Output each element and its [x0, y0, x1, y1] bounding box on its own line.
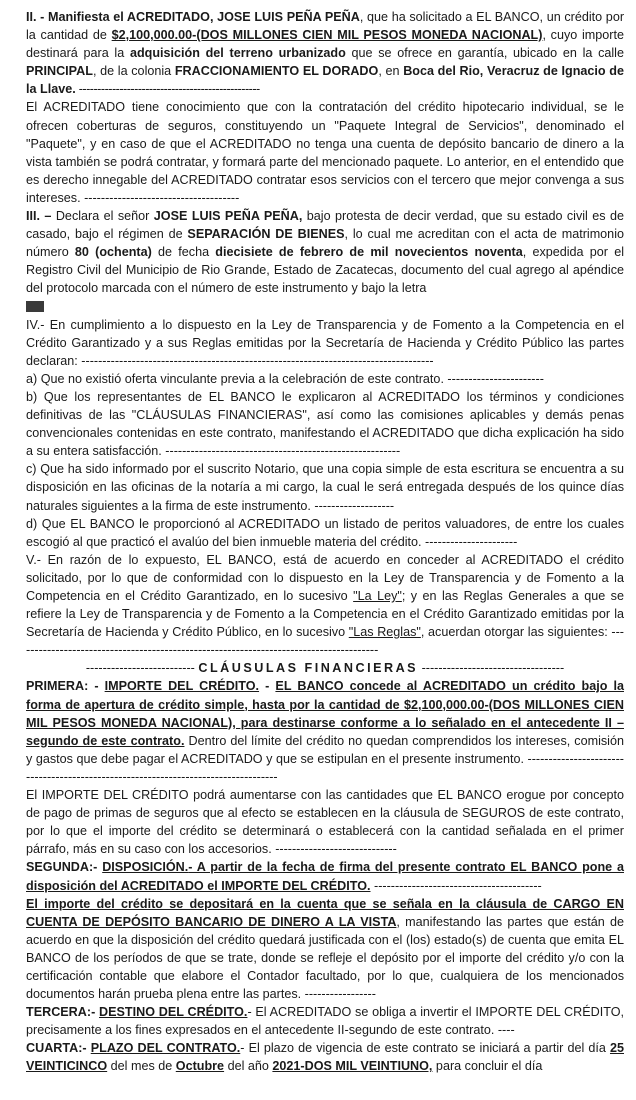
paragraph-antecedente-v: V.- En razón de lo expuesto, EL BANCO, está de acuerdo en conceder al ACREDITADO el crédito solicitado, por lo que de conformidad con lo dispuesto en la Ley de Transparencia y de Fomento a la Competencia en el Crédito Garantizado, en lo sucesivo "La Ley"; y en las Reglas Generales a que se refiere la Ley de Transparencia y de Fomento a la Competencia en el Crédito Garantizado emitidas por la Secretaría de Hacienda y Crédito Público, en lo sucesivo "Las Reglas", acuerdan otorgar las siguientes: ---------------------------------------------------------------------------------------: [26, 552, 624, 658]
paragraph-importe: El IMPORTE DEL CRÉDITO podrá aumentarse con las cantidades que EL BANCO erogue por concepto de pago de primas de seguros que al efecto se establecen en la cláusula de SEGUROS de este contrato, por lo que el importe del crédito se determinará o establecerá con la cantidad señalada en el primer párrafo, más en su caso con los accesorios. -----------------------------: [26, 788, 624, 857]
paragraph-antecedente-ii: II. - Manifiesta el ACREDITADO, JOSE LUIS PEÑA PEÑA, que ha solicitado a EL BANCO, un crédito por la cantidad de $2,100,000.00-(DOS MILLONES CIEN MIL PESOS MONEDA NACIONAL), cuyo importe destinará para la adquisición del terreno urbanizado que se ofrece en garantía, ubicado en la calle PRINCIPAL, de la colonia FRACCIONAMIENTO EL DORADO, en Boca del Rio, Veracruz de Ignacio de la Llave. -------------------------------------------------: [26, 10, 625, 97]
paragraph-antecedente-iii: III. – Declara el señor JOSE LUIS PEÑA PEÑA, bajo protesta de decir verdad, que su estado civil es de casado, bajo el régimen de SEPARACIÓN DE BIENES, lo cual me acreditan con el acta de matrimonio número 80 (ochenta) de fecha diecisiete de febrero de mil novecientos noventa, expedida por el Registro Civil del Municipio de Rio Grande, Estado de Zacatecas, documento del cual agrego al apéndice del protocolo marcada con el número de este instrumento y bajo la letra: [26, 207, 624, 316]
clause-cuarta: CUARTA:- PLAZO DEL CONTRATO.- El plazo de vigencia de este contrato se iniciará a partir del día 25 VEINTICINCO del mes de Octubre del año 2021-DOS MIL VEINTIUNO, para concluir el día: [26, 1041, 624, 1074]
paragraph-deposito: El importe del crédito se depositará en la cuenta que se señala en la cláusula de CARGO EN CUENTA DE DEPÓSITO BANCARIO DE DINERO A LA VISTA, manifestando las partes que están de acuerdo en que la disposición del crédito quedará justificada con el (los) estado(s) de cuenta que emita EL BANCO de los períodos de que se trate, donde se refleje el depósito por el importe del crédito y/o con la certificación contable que elabore el Contador facultado, por lo que, cualquiera de los mencionados documentos harán prueba plena entre las partes. -----------------: [26, 896, 624, 1002]
clause-segunda: SEGUNDA:- DISPOSICIÓN.- A partir de la fecha de firma del presente contrato EL BANCO pone a disposición del ACREDITADO el IMPORTE DEL CRÉDITO. ----------------------------------------: [26, 860, 624, 893]
heading-title: CLÁUSULAS FINANCIERAS: [198, 661, 419, 676]
paragraph-inciso-b: b) Que los representantes de EL BANCO le explicaron al ACREDITADO los términos y condiciones definitivas de las "CLÁUSULAS FINANCIERAS", así como las comisiones aplicables y demás penas convencionales contenidas en este contrato, manifestando el ACREDITADO que dicha explicación ha sido a su entera satisfacción. --------------------------------------------------------: [26, 389, 624, 459]
clause-tercera: TERCERA:- DESTINO DEL CRÉDITO.- El ACREDITADO se obliga a invertir el IMPORTE DEL CRÉDITO, precisamente a los fines expresados en el antecedente II-segundo de este contrato. ----: [26, 1005, 624, 1038]
paragraph-antecedente-iv: IV.- En cumplimiento a lo dispuesto en la Ley de Transparencia y de Fomento a la Competencia en el Crédito Garantizado y a sus Reglas emitidas por la Secretaría de Hacienda y Crédito Público las partes declaran: ------------------------------------------------------------------------------------: [26, 317, 624, 368]
paragraph-inciso-d: d) Que EL BANCO le proporcionó al ACREDITADO un listado de peritos valuadores, de entre los cuales escogió al que practicó el avalúo del bien inmueble materia del crédito. ----------------------: [26, 516, 624, 549]
paragraph-seguros: El ACREDITADO tiene conocimiento que con la contratación del crédito hipotecario individual, se le ofrecen coberturas de seguros, constituyendo un "Paquete Integral de Servicios", denominado el "Paquete", y en caso de que el ACREDITADO no tenga una cuenta de depósito bancario de dinero a la vista también se podrá contratar, y formará parte del mencionado paquete. Lo anterior, en el entendido que es derecho innegable del ACREDITADO contratar esos servicios con el tercero que mejor convenga a sus intereses. -------------------------------------: [26, 100, 624, 205]
redaction-mark: [26, 301, 44, 312]
section-heading: -------------------------- CLÁUSULAS FINANCIERAS ----------------------------------: [85, 661, 565, 676]
clause-primera: PRIMERA: - IMPORTE DEL CRÉDITO. - EL BANCO concede al ACREDITADO un crédito bajo la forma de apertura de crédito simple, hasta por la cantidad de $2,100,000.00-(DOS MILLONES CIEN MIL PESOS MONEDA NACIONAL), para destinarse conforme a lo señalado en el antecedente II – segundo de este contrato. Dentro del límite del crédito no quedan comprendidos los intereses, comisión y gastos que debe pagar el ACREDITADO y que se estipulan en el presente instrumento. -----------------------------------------------------------------------------------: [26, 679, 624, 784]
paragraph-inciso-a: a) Que no existió oferta vinculante previa a la celebración de este contrato. -----------------------: [26, 371, 544, 386]
paragraph-inciso-c: c) Que ha sido informado por el suscrito Notario, que una copia simple de esta escritura se encuentra a su disposición en las oficinas de la notaría a mi cargo, la cual le será entregada después de los quince días naturales siguientes a la firma de este instrumento. -------------------: [26, 462, 624, 513]
